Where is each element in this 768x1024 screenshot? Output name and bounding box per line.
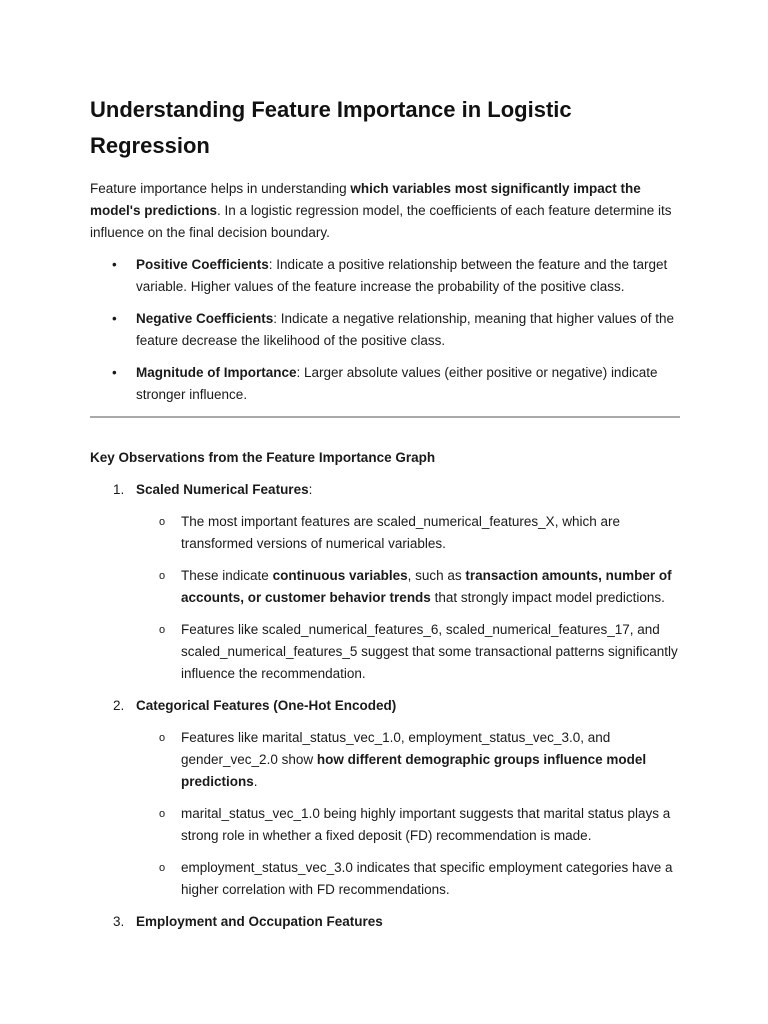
sub-text: , such as <box>407 568 466 583</box>
sub-bullet-icon: o <box>159 862 166 874</box>
sub-list-item <box>136 511 680 555</box>
bullet-icon: • <box>112 311 117 326</box>
item-title-line <box>136 479 680 501</box>
observation-item <box>90 911 680 933</box>
sub-bold: how different demographic groups influence model predictions <box>181 752 647 789</box>
bullet-text: : Indicate a negative relationship, meaning that higher values of the feature decrease the likelihood of the positive class. <box>136 311 675 348</box>
item-title-line <box>136 911 680 933</box>
item-number: 1. <box>113 482 125 497</box>
bullet-text: : Indicate a positive relationship between the feature and the target variable. Higher values of the feature increase the probability of the positive class. <box>136 257 668 294</box>
section-divider <box>90 416 680 418</box>
sub-list-item <box>136 619 680 685</box>
sub-bullet-icon: o <box>159 732 166 744</box>
intro-text: Feature importance helps in understanding <box>90 181 351 196</box>
sub-text: Features like marital_status_vec_1.0, employment_status_vec_3.0, and gender_vec_2.0 show <box>181 730 611 767</box>
intro-text-end: . In a logistic regression model, the coefficients of each feature determine its influence on the final decision boundary. <box>90 203 672 240</box>
sub-text: . <box>253 774 258 789</box>
intro-bold: which variables most significantly impact the model's predictions <box>90 181 641 218</box>
sub-bullet-icon: o <box>159 808 166 820</box>
sub-list-item <box>136 803 680 847</box>
bullet-label: Negative Coefficients <box>136 311 274 326</box>
bullet-icon: • <box>112 365 117 380</box>
sub-bullet-icon: o <box>159 570 166 582</box>
sub-bold: transaction amounts, number of accounts, or customer behavior trends <box>181 568 672 605</box>
item-title-suffix: : <box>308 482 313 497</box>
sub-bullet-icon: o <box>159 516 166 528</box>
document-content <box>90 92 680 943</box>
list-item <box>90 308 680 352</box>
item-number: 2. <box>113 698 125 713</box>
sub-text: The most important features are scaled_numerical_features_X, which are transformed versions of numerical variables. <box>181 514 620 551</box>
item-title: Categorical Features (One-Hot Encoded) <box>136 698 397 713</box>
sub-text: marital_status_vec_1.0 being highly important suggests that marital status plays a strong role in whether a fixed deposit (FD) recommendation is made. <box>181 806 671 843</box>
item-title-line <box>136 695 680 717</box>
sub-bullet-icon: o <box>159 624 166 636</box>
sub-list-item <box>136 727 680 793</box>
list-item <box>90 362 680 406</box>
item-title: Employment and Occupation Features <box>136 914 383 929</box>
page-title: Understanding Feature Importance in Logistic Regression <box>90 97 572 158</box>
coefficient-list <box>90 254 680 406</box>
observation-item <box>90 479 680 685</box>
bullet-icon: • <box>112 257 117 272</box>
observation-item <box>90 695 680 901</box>
sub-list <box>136 727 680 901</box>
bullet-text: : Larger absolute values (either positive or negative) indicate stronger influence. <box>136 365 658 402</box>
observations-heading: Key Observations from the Feature Importance Graph <box>90 450 436 465</box>
bullet-label: Positive Coefficients <box>136 257 269 272</box>
sub-list-item <box>136 565 680 609</box>
observations-list <box>90 479 680 933</box>
sub-bold: continuous variables <box>272 568 408 583</box>
sub-list <box>136 511 680 685</box>
sub-text: that strongly impact model predictions. <box>430 590 665 605</box>
sub-text: employment_status_vec_3.0 indicates that specific employment categories have a higher correlation with FD recommendations. <box>181 860 673 897</box>
item-number: 3. <box>113 914 125 929</box>
sub-text: Features like scaled_numerical_features_6, scaled_numerical_features_17, and scaled_numerical_features_5 suggest that some transactional patterns significantly influence the recommendation. <box>181 622 678 681</box>
intro-paragraph <box>90 178 680 244</box>
sub-text: These indicate <box>181 568 273 583</box>
sub-list-item <box>136 857 680 901</box>
list-item <box>90 254 680 298</box>
item-title: Scaled Numerical Features <box>136 482 309 497</box>
bullet-label: Magnitude of Importance <box>136 365 297 380</box>
